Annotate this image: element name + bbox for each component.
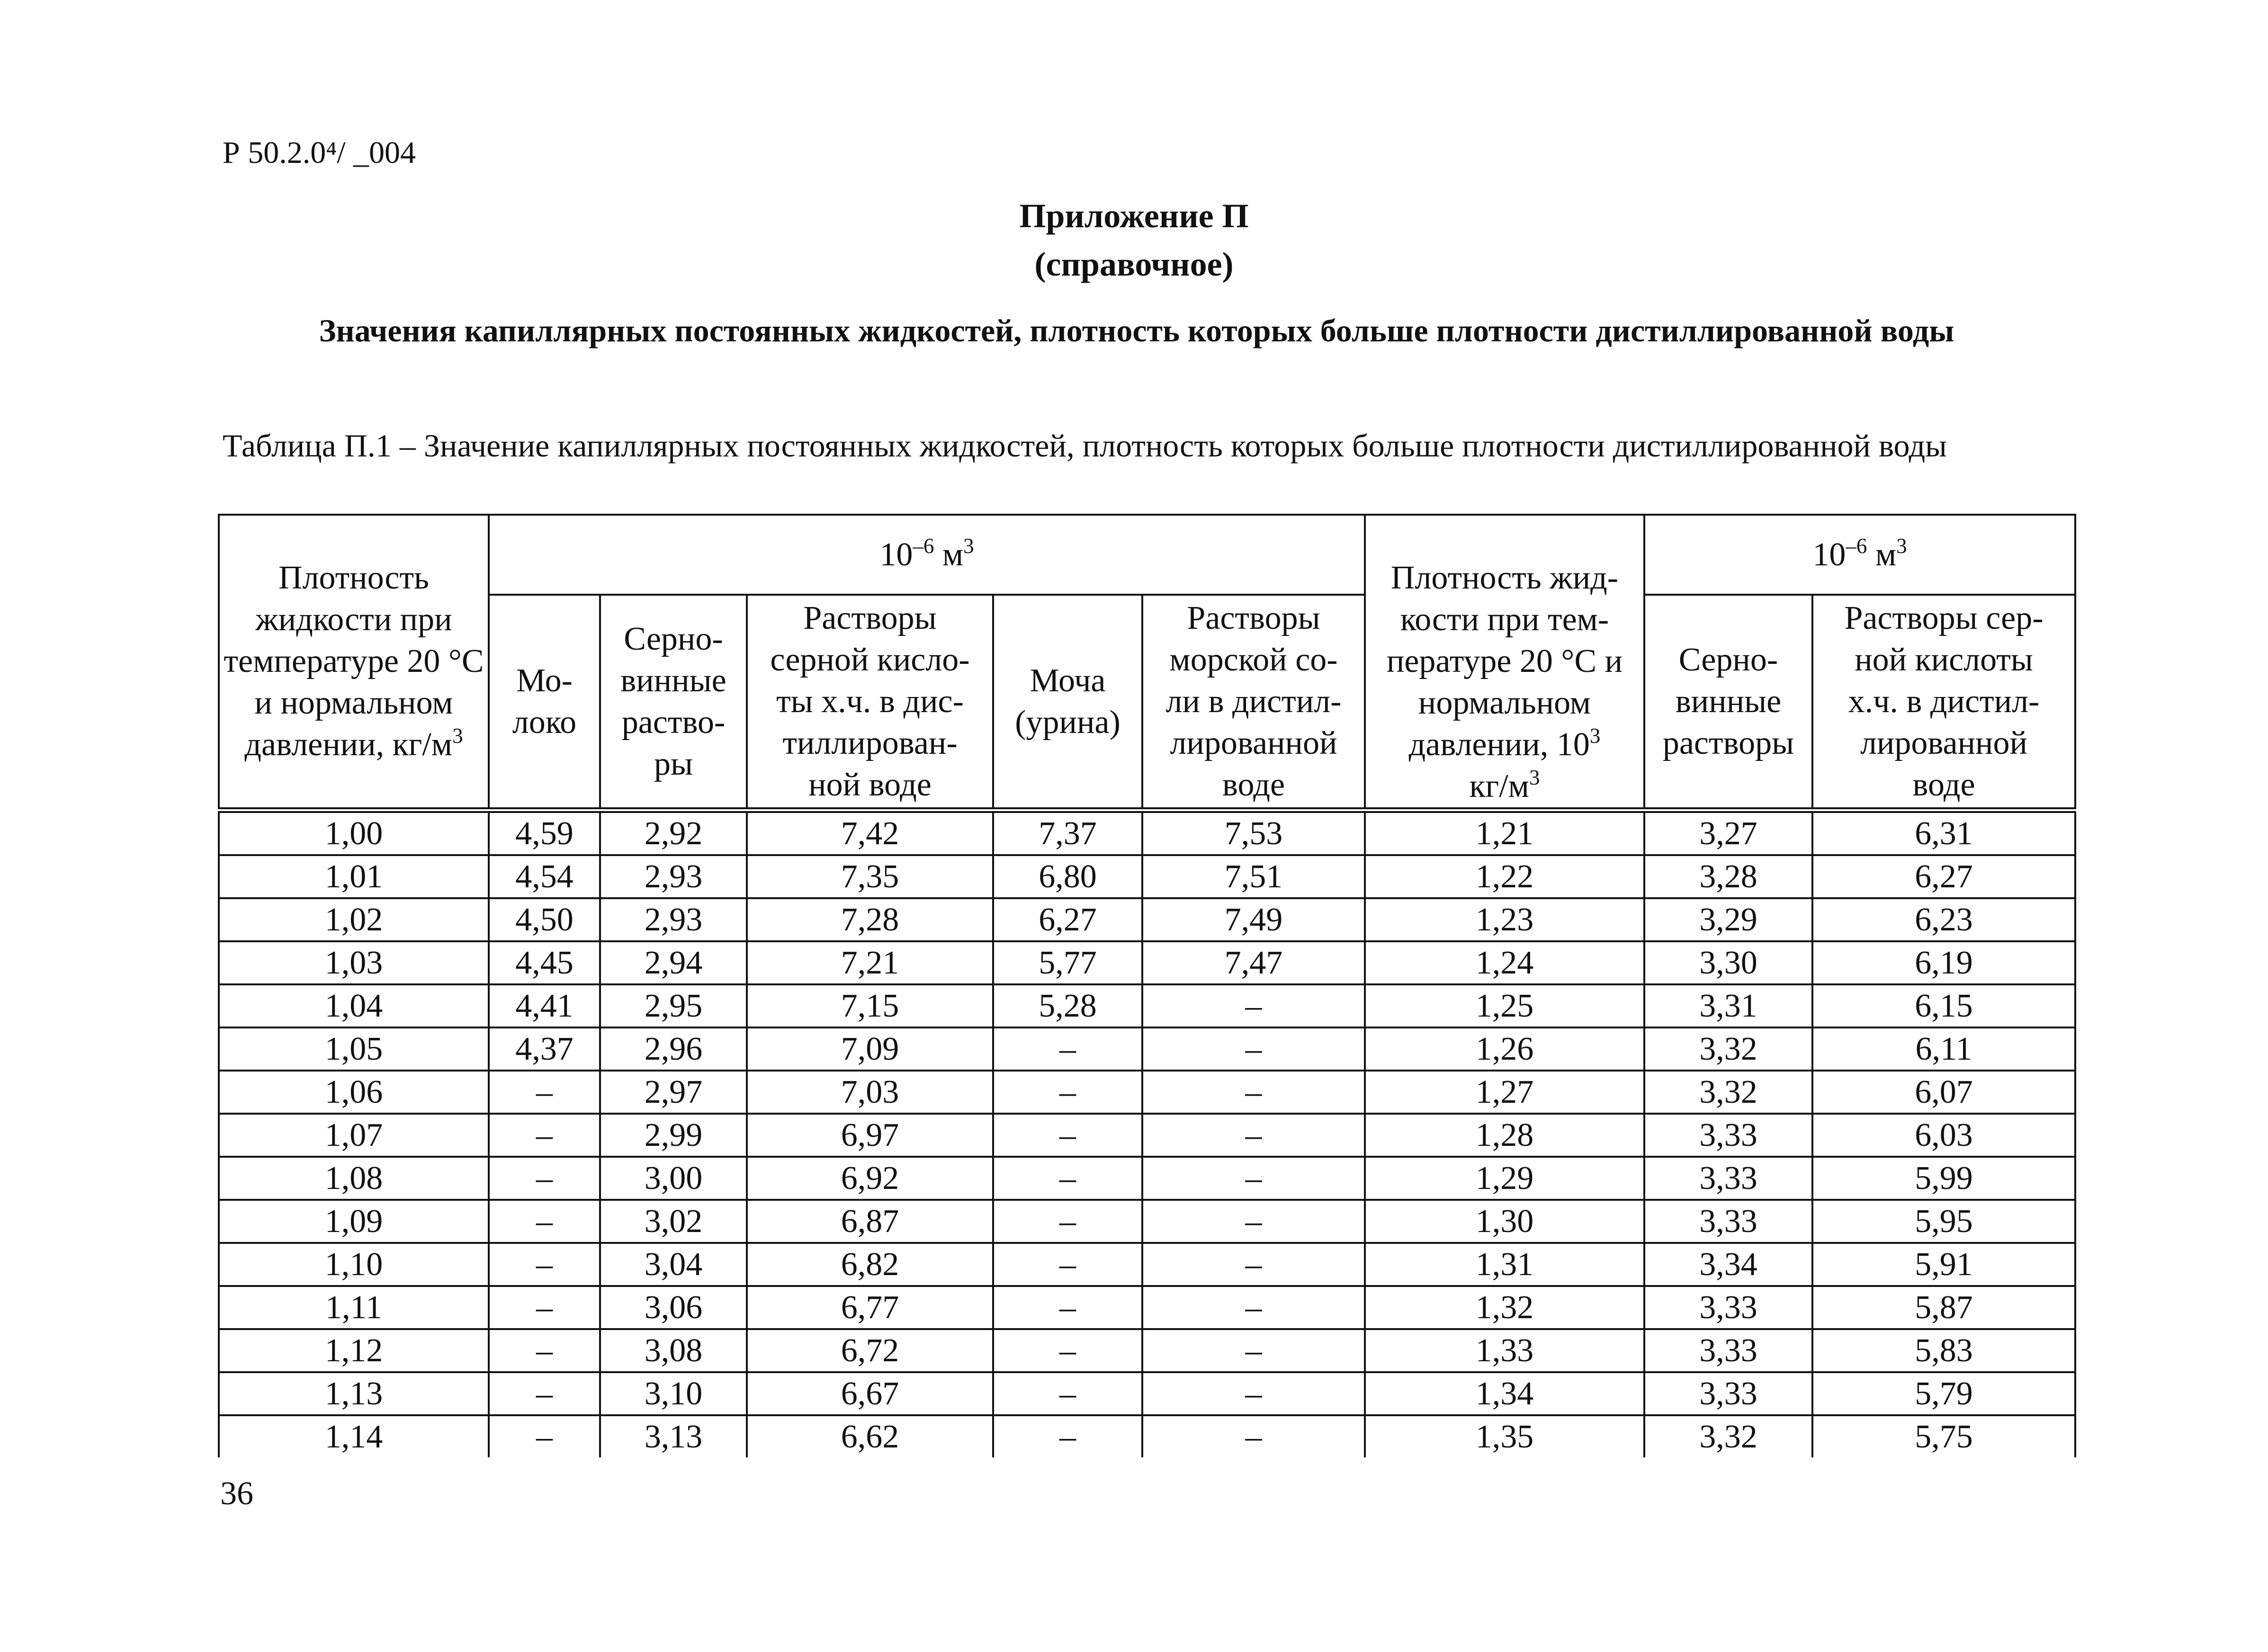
table-cell: 7,42 <box>747 810 993 855</box>
table-row <box>219 1372 2075 1415</box>
table-cell: – <box>489 1329 600 1372</box>
table-cell: 3,06 <box>600 1286 747 1329</box>
table-cell: – <box>1142 1286 1365 1329</box>
header-urine: Моча (урина) <box>993 595 1142 810</box>
group-right-unit-exp: 3 <box>1896 534 1907 558</box>
table-cell: 1,10 <box>219 1243 489 1286</box>
table-cell: 5,95 <box>1812 1200 2075 1243</box>
header-density-right-unit: кг/м <box>1469 768 1529 804</box>
table-cell: – <box>993 1243 1142 1286</box>
table-cell: 5,87 <box>1812 1286 2075 1329</box>
table-cell: – <box>1142 1027 1365 1071</box>
table-cell: 1,08 <box>219 1157 489 1200</box>
table-cell: 4,50 <box>489 898 600 941</box>
table-cell: 6,97 <box>747 1114 993 1157</box>
table-cell: – <box>489 1071 600 1114</box>
table-row <box>219 1071 2075 1114</box>
table-cell: 3,00 <box>600 1157 747 1200</box>
table-cell: – <box>489 1372 600 1415</box>
table-cell: 3,30 <box>1644 941 1812 984</box>
header-sulfuric-acid-2: Растворы сер- ной кислоты х.ч. в дистил- лированной воде <box>1812 595 2075 810</box>
table-cell: 7,03 <box>747 1071 993 1114</box>
document-code: Р 50.2.0⁴/ _004 <box>223 135 416 170</box>
table-cell: – <box>1142 1071 1365 1114</box>
table-cell: 3,33 <box>1644 1114 1812 1157</box>
header-milk: Мо- локо <box>489 595 600 810</box>
table-cell: 1,22 <box>1365 855 1644 898</box>
table-cell: – <box>1142 984 1365 1027</box>
table-cell: 2,95 <box>600 984 747 1027</box>
table-cell: 4,59 <box>489 810 600 855</box>
table-cell: 1,05 <box>219 1027 489 1071</box>
table-cell: 2,94 <box>600 941 747 984</box>
table-cell: – <box>993 1415 1142 1457</box>
table-cell: – <box>489 1415 600 1457</box>
table-cell: – <box>993 1027 1142 1071</box>
header-sulfite-liquors: Серно- винные раство- ры <box>600 595 747 810</box>
capillary-constants-table <box>218 514 2076 1457</box>
table-cell: 3,10 <box>600 1372 747 1415</box>
table-cell: 6,23 <box>1812 898 2075 941</box>
header-density-left-text: Плотность жидкости при температуре 20 °С и нормальном давлении, кг/м <box>224 560 484 763</box>
table-cell: – <box>1142 1114 1365 1157</box>
table-cell: 3,32 <box>1644 1027 1812 1071</box>
table-cell: 6,11 <box>1812 1027 2075 1071</box>
table-cell: 1,29 <box>1365 1157 1644 1200</box>
table-cell: 3,34 <box>1644 1243 1812 1286</box>
table-cell: 6,03 <box>1812 1114 2075 1157</box>
table-cell: 1,00 <box>219 810 489 855</box>
header-density-right-text: Плотность жид- кости при тем- пературе 20 °С и нормальном давлении, 10 <box>1386 560 1623 763</box>
table-cell: 1,25 <box>1365 984 1644 1027</box>
table-cell: – <box>993 1071 1142 1114</box>
table-cell: 1,30 <box>1365 1200 1644 1243</box>
table-cell: 1,26 <box>1365 1027 1644 1071</box>
table-cell: 6,77 <box>747 1286 993 1329</box>
table-cell: 7,35 <box>747 855 993 898</box>
table-cell: 3,33 <box>1644 1157 1812 1200</box>
table-cell: 2,96 <box>600 1027 747 1071</box>
table-cell: 4,37 <box>489 1027 600 1071</box>
table-cell: – <box>993 1372 1142 1415</box>
table-cell: 6,27 <box>1812 855 2075 898</box>
table-cell: 1,04 <box>219 984 489 1027</box>
table-cell: – <box>993 1329 1142 1372</box>
table-cell: 1,14 <box>219 1415 489 1457</box>
table-cell: 3,32 <box>1644 1415 1812 1457</box>
table-cell: 7,49 <box>1142 898 1365 941</box>
table-cell: 7,37 <box>993 810 1142 855</box>
header-density-left <box>219 515 489 810</box>
table-caption: Таблица П.1 – Значение капиллярных постоянных жидкостей, плотность которых больше плотности дистиллированной воды <box>223 428 1947 464</box>
table-cell: – <box>1142 1157 1365 1200</box>
table-cell: 4,54 <box>489 855 600 898</box>
table-cell: 3,33 <box>1644 1329 1812 1372</box>
group-left-exp: –6 <box>913 534 934 558</box>
table-cell: 4,41 <box>489 984 600 1027</box>
table-cell: 3,08 <box>600 1329 747 1372</box>
table-row <box>219 984 2075 1027</box>
table-cell: 5,99 <box>1812 1157 2075 1200</box>
table-cell: 6,72 <box>747 1329 993 1372</box>
table-cell: – <box>489 1286 600 1329</box>
table-cell: 1,09 <box>219 1200 489 1243</box>
table-cell: 3,27 <box>1644 810 1812 855</box>
table-row <box>219 1329 2075 1372</box>
table-cell: 6,67 <box>747 1372 993 1415</box>
group-right-unit: м <box>1867 536 1897 573</box>
table-row <box>219 1157 2075 1200</box>
table-cell: – <box>489 1243 600 1286</box>
table-cell: 6,62 <box>747 1415 993 1457</box>
section-title: Значения капиллярных постоянных жидкостей, плотность которых больше плотности дистиллированной воды <box>319 313 1954 348</box>
table-cell: 1,24 <box>1365 941 1644 984</box>
page-number: 36 <box>220 1475 253 1512</box>
table-cell: 5,77 <box>993 941 1142 984</box>
table-row <box>219 898 2075 941</box>
table-cell: – <box>993 1200 1142 1243</box>
table-cell: 7,47 <box>1142 941 1365 984</box>
table-cell: – <box>1142 1243 1365 1286</box>
table-cell: 1,01 <box>219 855 489 898</box>
header-group-right <box>1644 515 2075 595</box>
table-cell: 1,13 <box>219 1372 489 1415</box>
table-cell: 1,12 <box>219 1329 489 1372</box>
table-row <box>219 1027 2075 1071</box>
table-cell: 2,92 <box>600 810 747 855</box>
table-cell: 7,15 <box>747 984 993 1027</box>
table-cell: 6,27 <box>993 898 1142 941</box>
table-cell: 7,28 <box>747 898 993 941</box>
table-cell: 3,31 <box>1644 984 1812 1027</box>
table-cell: 2,99 <box>600 1114 747 1157</box>
group-left-base: 10 <box>879 536 913 573</box>
table-cell: 1,33 <box>1365 1329 1644 1372</box>
table-row <box>219 810 2075 855</box>
table-cell: 3,13 <box>600 1415 747 1457</box>
table-cell: 2,93 <box>600 898 747 941</box>
table-cell: 1,06 <box>219 1071 489 1114</box>
table-cell: 1,23 <box>1365 898 1644 941</box>
group-left-unit: м <box>934 536 964 573</box>
appendix-subtitle: (справочное) <box>1034 245 1234 283</box>
table-cell: 7,53 <box>1142 810 1365 855</box>
table-cell: 1,03 <box>219 941 489 984</box>
table-cell: 1,02 <box>219 898 489 941</box>
header-density-left-sup: 3 <box>452 724 463 748</box>
header-density-right <box>1365 515 1644 810</box>
table-cell: 3,33 <box>1644 1286 1812 1329</box>
table-cell: 3,04 <box>600 1243 747 1286</box>
table-cell: 1,28 <box>1365 1114 1644 1157</box>
group-right-base: 10 <box>1812 536 1846 573</box>
table-cell: 5,79 <box>1812 1372 2075 1415</box>
header-sulfuric-acid: Растворы серной кисло- ты х.ч. в дис- тиллирован- ной воде <box>747 595 993 810</box>
table-cell: 1,21 <box>1365 810 1644 855</box>
table-row <box>219 1415 2075 1457</box>
table-cell: 7,09 <box>747 1027 993 1071</box>
table-cell: 3,33 <box>1644 1200 1812 1243</box>
table-cell: 2,97 <box>600 1071 747 1114</box>
table-cell: – <box>489 1114 600 1157</box>
table-cell: 7,21 <box>747 941 993 984</box>
table-cell: 1,31 <box>1365 1243 1644 1286</box>
table-cell: 3,02 <box>600 1200 747 1243</box>
table-cell: 6,15 <box>1812 984 2075 1027</box>
table-cell: 3,32 <box>1644 1071 1812 1114</box>
table-cell: 1,07 <box>219 1114 489 1157</box>
header-density-right-unit-exp: 3 <box>1529 766 1540 789</box>
header-group-left <box>489 515 1365 595</box>
table-cell: 7,51 <box>1142 855 1365 898</box>
table-cell: 2,93 <box>600 855 747 898</box>
table-cell: 4,45 <box>489 941 600 984</box>
table-row <box>219 855 2075 898</box>
header-density-right-exp: 3 <box>1589 724 1601 748</box>
table-row <box>219 1200 2075 1243</box>
table-cell: 5,75 <box>1812 1415 2075 1457</box>
header-sulfite-liquors-2: Серно- винные растворы <box>1644 595 1812 810</box>
table-cell: 3,33 <box>1644 1372 1812 1415</box>
table-cell: 3,29 <box>1644 898 1812 941</box>
table-cell: 5,28 <box>993 984 1142 1027</box>
table-cell: – <box>489 1157 600 1200</box>
table-cell: 1,34 <box>1365 1372 1644 1415</box>
table-row <box>219 941 2075 984</box>
group-left-unit-exp: 3 <box>963 534 974 558</box>
table-cell: 1,35 <box>1365 1415 1644 1457</box>
table-cell: 6,19 <box>1812 941 2075 984</box>
table-cell: – <box>1142 1415 1365 1457</box>
table-cell: – <box>993 1286 1142 1329</box>
table-cell: – <box>489 1200 600 1243</box>
appendix-title: Приложение П <box>1019 197 1249 235</box>
table-cell: 3,28 <box>1644 855 1812 898</box>
table-cell: – <box>993 1114 1142 1157</box>
table-cell: 6,80 <box>993 855 1142 898</box>
table-body <box>219 810 2075 1457</box>
table-row <box>219 1114 2075 1157</box>
header-sea-salt: Растворы морской со- ли в дистил- лированной воде <box>1142 595 1365 810</box>
table-cell: – <box>1142 1200 1365 1243</box>
table-cell: – <box>993 1157 1142 1200</box>
group-right-exp: –6 <box>1846 534 1867 558</box>
table-cell: 6,82 <box>747 1243 993 1286</box>
table-cell: 6,92 <box>747 1157 993 1200</box>
table-cell: 5,83 <box>1812 1329 2075 1372</box>
table-cell: 1,32 <box>1365 1286 1644 1329</box>
table-row <box>219 1286 2075 1329</box>
table-cell: 6,31 <box>1812 810 2075 855</box>
table-cell: 6,07 <box>1812 1071 2075 1114</box>
table-cell: – <box>1142 1372 1365 1415</box>
table-cell: 1,11 <box>219 1286 489 1329</box>
table-cell: 1,27 <box>1365 1071 1644 1114</box>
table-cell: 5,91 <box>1812 1243 2075 1286</box>
table-cell: – <box>1142 1329 1365 1372</box>
table-cell: 6,87 <box>747 1200 993 1243</box>
table-row <box>219 1243 2075 1286</box>
